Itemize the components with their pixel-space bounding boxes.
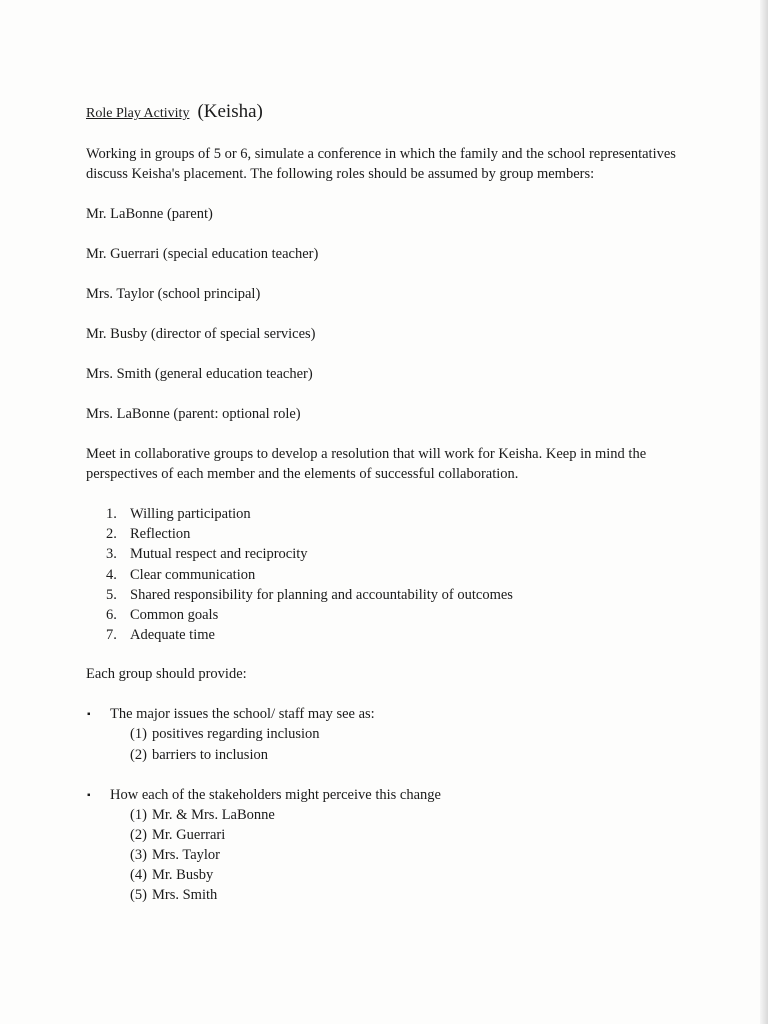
- list-text: Adequate time: [130, 627, 215, 644]
- list-item: [106, 504, 686, 524]
- sub-list-item: [130, 845, 686, 865]
- bullet-item: [86, 785, 686, 906]
- list-item: [106, 565, 686, 585]
- title-prefix: Role Play Activity: [86, 106, 190, 121]
- sub-list-text: barriers to inclusion: [152, 746, 268, 763]
- sub-list-item: [130, 745, 686, 765]
- bullet-item: [86, 704, 686, 764]
- sub-list-number: (2): [130, 746, 147, 763]
- list-number: 4.: [106, 566, 117, 583]
- list-number: 1.: [106, 506, 117, 522]
- sub-list: [110, 805, 686, 906]
- list-item: [106, 524, 686, 544]
- list-item: [106, 585, 686, 605]
- list-number: 3.: [106, 546, 117, 563]
- list-number: 6.: [106, 606, 117, 623]
- sub-list-number: (1): [130, 726, 147, 743]
- sub-list-number: (2): [130, 826, 147, 843]
- list-text: Reflection: [130, 526, 191, 543]
- document-body: [86, 100, 686, 926]
- sub-list-number: (1): [130, 806, 147, 823]
- document-title: [86, 100, 686, 126]
- role-item: Mrs. LaBonne (parent: optional role): [86, 406, 301, 422]
- list-number: 5.: [106, 586, 117, 603]
- sub-list-text: Mrs. Taylor: [152, 847, 220, 864]
- sub-list-item: [130, 885, 686, 905]
- list-item: [106, 605, 686, 625]
- list-text: Common goals: [130, 606, 219, 623]
- sub-list-text: Mr. & Mrs. LaBonne: [152, 806, 275, 823]
- page-edge-shadow: [760, 0, 768, 1024]
- role-item: Mr. Guerrari (special education teacher): [86, 246, 319, 262]
- list-text: Willing participation: [130, 506, 251, 522]
- provide-heading: Each group should provide:: [86, 666, 247, 683]
- sub-list-item: [130, 724, 686, 744]
- sub-list-item: [130, 865, 686, 885]
- title-name: (Keisha): [197, 101, 263, 122]
- role-item: Mrs. Smith (general education teacher): [86, 366, 313, 382]
- sub-list-text: Mrs. Smith: [152, 887, 218, 904]
- collaboration-elements-list: [86, 504, 686, 645]
- collaboration-paragraph: Meet in collaborative groups to develop a resolution that will work for Keisha. Keep in mind the perspectives of each member and the elements of successful collaboration.: [86, 446, 647, 482]
- role-item: Mr. Busby (director of special services): [86, 326, 316, 342]
- role-item: Mr. LaBonne (parent): [86, 206, 213, 222]
- sub-list-text: positives regarding inclusion: [152, 726, 320, 743]
- sub-list-number: (3): [130, 847, 147, 864]
- bullet-text: How each of the stakeholders might perceive this change: [110, 786, 441, 803]
- list-number: 7.: [106, 627, 117, 644]
- sub-list: [110, 724, 686, 764]
- list-text: Clear communication: [130, 566, 256, 583]
- list-item: [106, 544, 686, 564]
- sub-list-item: [130, 825, 686, 845]
- sub-list-number: (4): [130, 867, 147, 884]
- square-bullet-icon: ▪: [87, 709, 91, 721]
- sub-list-text: Mr. Guerrari: [152, 826, 226, 843]
- list-item: [106, 625, 686, 645]
- square-bullet-icon: ▪: [87, 789, 91, 801]
- sub-list-text: Mr. Busby: [152, 867, 214, 884]
- list-number: 2.: [106, 526, 117, 543]
- list-text: Mutual respect and reciprocity: [130, 546, 308, 563]
- role-item: Mrs. Taylor (school principal): [86, 286, 261, 302]
- bullet-text: The major issues the school/ staff may see as:: [110, 706, 375, 723]
- list-text: Shared responsibility for planning and accountability of outcomes: [130, 586, 513, 603]
- sub-list-item: [130, 805, 686, 825]
- sub-list-number: (5): [130, 887, 147, 904]
- intro-paragraph: Working in groups of 5 or 6, simulate a conference in which the family and the school representatives discuss Keisha's placement. The following roles should be assumed by group members:: [86, 146, 676, 182]
